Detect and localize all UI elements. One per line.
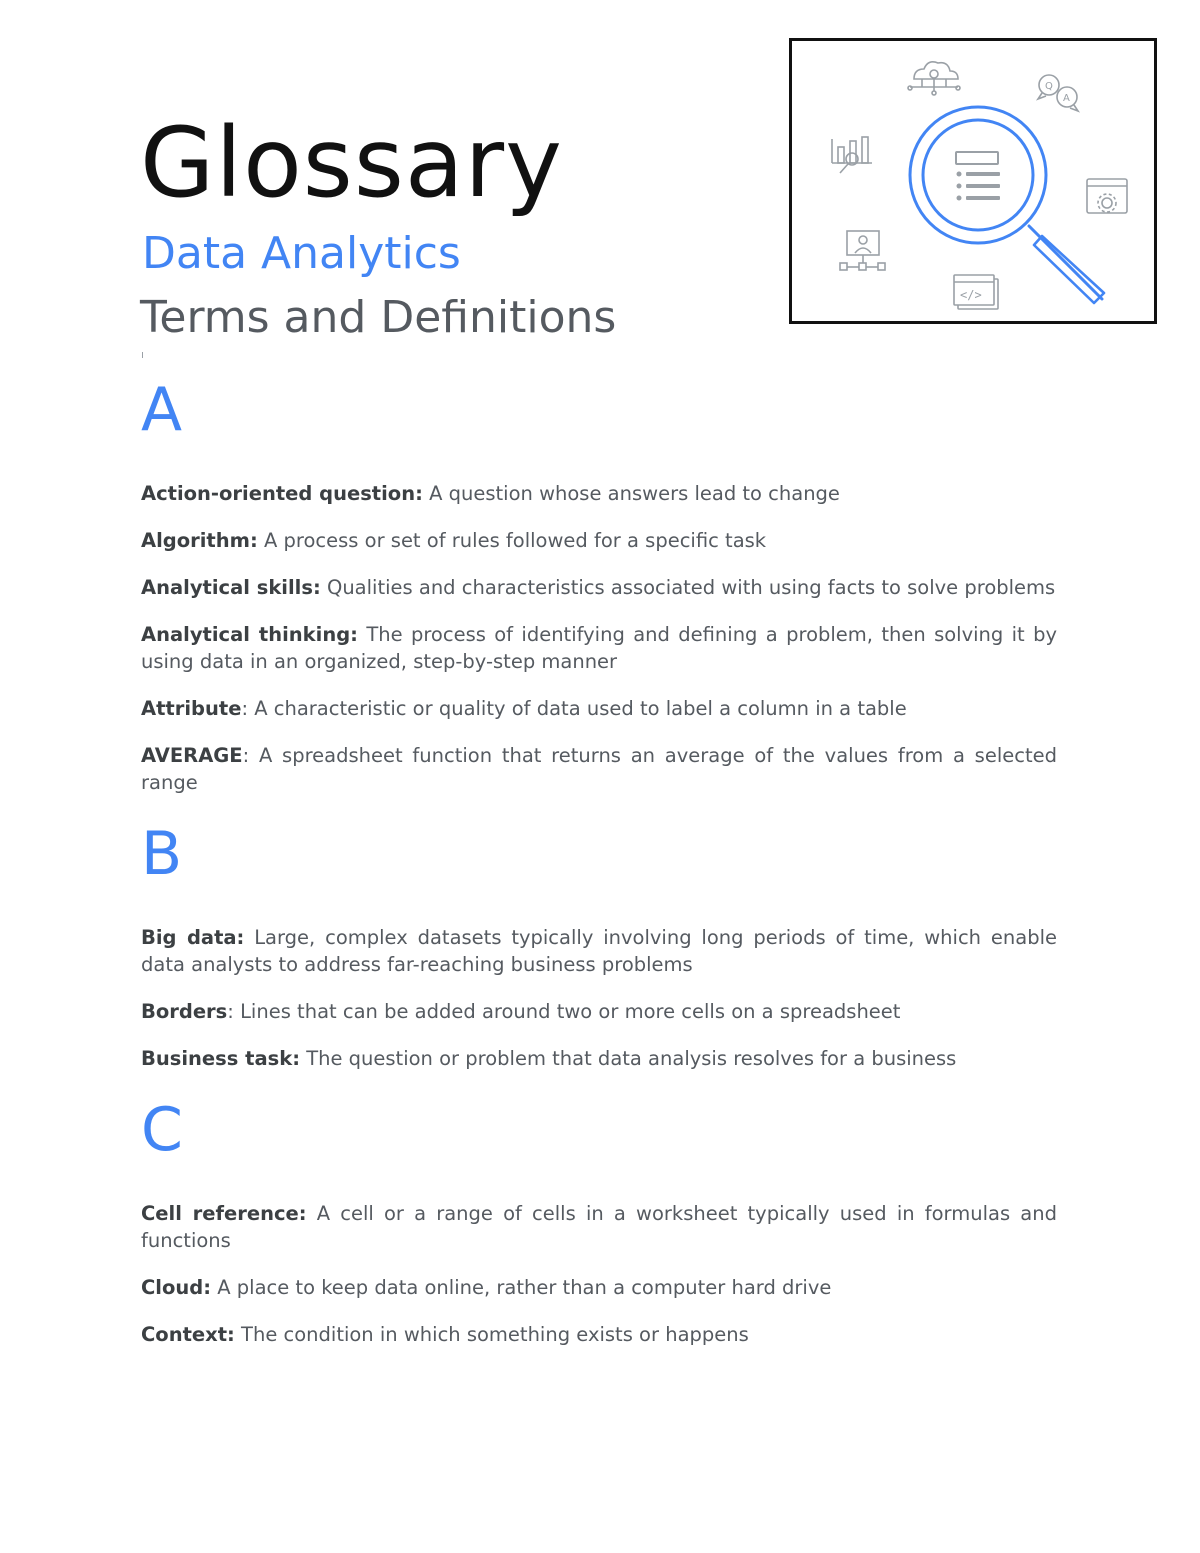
glossary-entry	[141, 1045, 1057, 1072]
section-c	[141, 1095, 1057, 1348]
entry-definition: : A characteristic or quality of data used to label a column in a table	[241, 697, 907, 720]
entry-definition: The question or problem that data analysis resolves for a business	[300, 1047, 957, 1070]
section-letter: B	[141, 819, 183, 889]
entry-term: Cloud:	[141, 1276, 212, 1299]
glossary-entry	[141, 574, 1057, 601]
cloud-network-icon	[908, 62, 960, 95]
entry-term: Context:	[141, 1323, 235, 1346]
page-title: Glossary	[140, 107, 563, 219]
entry-term: Action-oriented question:	[141, 482, 423, 505]
qa-chat-icon	[1038, 75, 1078, 111]
glossary-entry	[141, 924, 1057, 978]
user-network-icon	[840, 231, 885, 270]
glossary-entry	[141, 1200, 1057, 1254]
page-subtitle: Data Analytics	[142, 228, 461, 279]
entry-definition: : A spreadsheet function that returns an average of the values from a selected range	[141, 744, 1057, 794]
entry-term: Analytical skills:	[141, 576, 321, 599]
glossary-content	[141, 375, 1057, 1368]
glossary-entry	[141, 695, 1057, 722]
section-b	[141, 819, 1057, 1072]
glossary-entry	[141, 742, 1057, 796]
entry-term: Algorithm:	[141, 529, 258, 552]
glossary-entry	[141, 998, 1057, 1025]
magnifying-glass-icon	[910, 107, 1104, 303]
entry-term: Business task:	[141, 1047, 300, 1070]
entry-definition: : Lines that can be added around two or more cells on a spreadsheet	[227, 1000, 901, 1023]
entry-term: AVERAGE	[141, 744, 243, 767]
text-cursor-mark	[142, 352, 143, 358]
glossary-entry	[141, 480, 1057, 507]
entry-definition: A question whose answers lead to change	[422, 482, 840, 505]
entry-term: Big data:	[141, 926, 245, 949]
chart-magnifier-icon	[832, 137, 872, 173]
entry-term: Attribute	[141, 697, 242, 720]
glossary-entry	[141, 527, 1057, 554]
hero-illustration	[789, 38, 1157, 324]
entry-term: Cell reference:	[141, 1202, 307, 1225]
svg-text:A: A	[1063, 93, 1070, 104]
entry-definition: The condition in which something exists or happens	[234, 1323, 749, 1346]
entry-definition: Qualities and characteristics associated with using facts to solve problems	[320, 576, 1056, 599]
section-letter: C	[141, 1095, 183, 1165]
glossary-entry	[141, 1274, 1057, 1301]
glossary-entry	[141, 621, 1057, 675]
entry-definition: A cell or a range of cells in a worksheet typically used in formulas and functions	[141, 1202, 1057, 1252]
entry-definition: A process or set of rules followed for a specific task	[257, 529, 767, 552]
section-a	[141, 375, 1057, 796]
glossary-entry	[141, 1321, 1057, 1348]
entry-definition: The process of identifying and defining a problem, then solving it by using data in an organized, step-by-step manner	[141, 623, 1057, 673]
settings-window-icon	[1087, 179, 1127, 213]
svg-text:</>: </>	[960, 288, 982, 302]
code-window-icon	[954, 275, 998, 309]
page-subheading: Terms and Definitions	[140, 292, 617, 343]
entry-definition: A place to keep data online, rather than a computer hard drive	[211, 1276, 832, 1299]
section-letter: A	[141, 375, 183, 445]
hero-svg	[792, 41, 1154, 321]
entry-term: Borders	[141, 1000, 228, 1023]
entry-term: Analytical thinking:	[141, 623, 358, 646]
entry-definition: Large, complex datasets typically involving long periods of time, which enable data analysts to address far-reaching business problems	[141, 926, 1057, 976]
svg-text:Q: Q	[1045, 81, 1053, 92]
